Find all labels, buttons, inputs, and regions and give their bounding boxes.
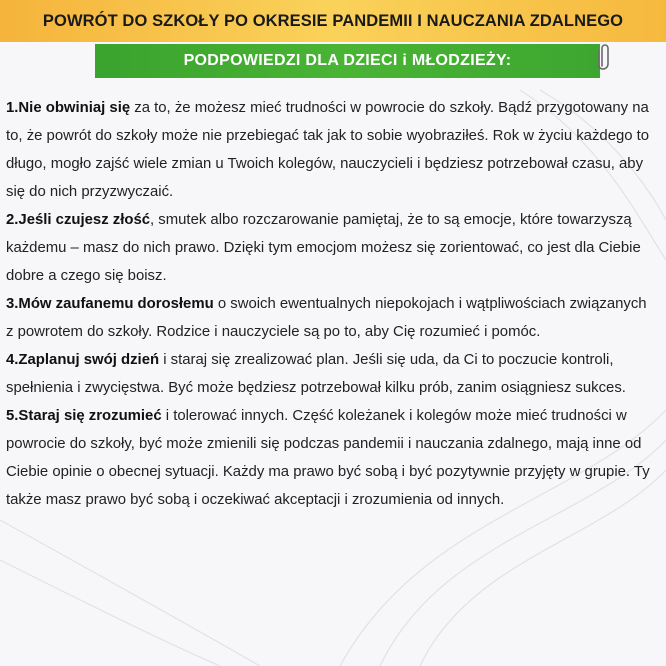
tip-heading: Zaplanuj swój dzień — [18, 352, 160, 368]
tip-number: 2. — [6, 212, 19, 228]
tip-text: za to, że możesz mieć trudności w powrocie do szkoły. Bądź przygotowany na to, że powrót do szkoły może nie przebiegać tak jak to sobie wyobraziłeś. Rok w życiu każdego to długo, mogło zajść wiele zmian u Twoich kolegów, nauczycieli i będziesz potrzebował czasu, aby się do nich przyzwyczaić. — [6, 100, 650, 200]
tip-number: 4. — [6, 352, 19, 368]
tip-number: 5. — [6, 408, 19, 424]
tip-text: i staraj się zrealizować plan. Jeśli się uda, da Ci to poczucie kontroli, spełnienia i zwycięstwa. Być może będziesz potrzebował kilku prób, zanim osiągniesz sukces. — [6, 352, 626, 396]
tip-item-2 — [6, 206, 658, 290]
title-banner — [0, 0, 666, 42]
tip-text: o swoich ewentualnych niepokojach i wątpliwościach związanych z powrotem do szkoły. Rodzice i nauczyciele są po to, aby Cię rozumieć i pomóc. — [6, 296, 647, 340]
page-title: POWRÓT DO SZKOŁY PO OKRESIE PANDEMII I NAUCZANIA ZDALNEGO — [42, 11, 624, 30]
tip-item-5 — [6, 402, 658, 514]
tip-number: 3. — [6, 296, 19, 312]
subtitle-banner — [95, 44, 600, 78]
tip-heading: Nie obwiniaj się — [18, 100, 131, 116]
tip-heading: Jeśli czujesz złość — [18, 212, 151, 228]
paperclip-icon — [598, 40, 612, 72]
tip-item-1 — [6, 94, 658, 206]
tip-item-4 — [6, 346, 658, 402]
tip-number: 1. — [6, 100, 19, 116]
tip-heading: Staraj się zrozumieć — [18, 408, 162, 424]
tip-heading: Mów zaufanemu dorosłemu — [18, 296, 214, 312]
tip-text: , smutek albo rozczarowanie pamiętaj, że to są emocje, które towarzyszą każdemu – masz do nich prawo. Dzięki tym emocjom możesz się zorientować, co jest dla Ciebie dobre a czego się boisz. — [6, 212, 641, 284]
tip-text: i tolerować innych. Część koleżanek i kolegów może mieć trudności w powrocie do szkoły, być może zmienili się podczas pandemii i nauczania zdalnego, mają inne od Ciebie opinie o obecnej sytuacji. Każdy ma prawo być sobą i być pozytywnie przyjęty w grupie. Ty także masz prawo być sobą i oczekiwać akceptacji i zrozumienia od innych. — [6, 408, 650, 508]
page-subtitle: PODPOWIEDZI DLA DZIECI i MŁODZIEŻY: — [183, 52, 512, 69]
tips-list — [6, 94, 658, 514]
tip-item-3 — [6, 290, 658, 346]
